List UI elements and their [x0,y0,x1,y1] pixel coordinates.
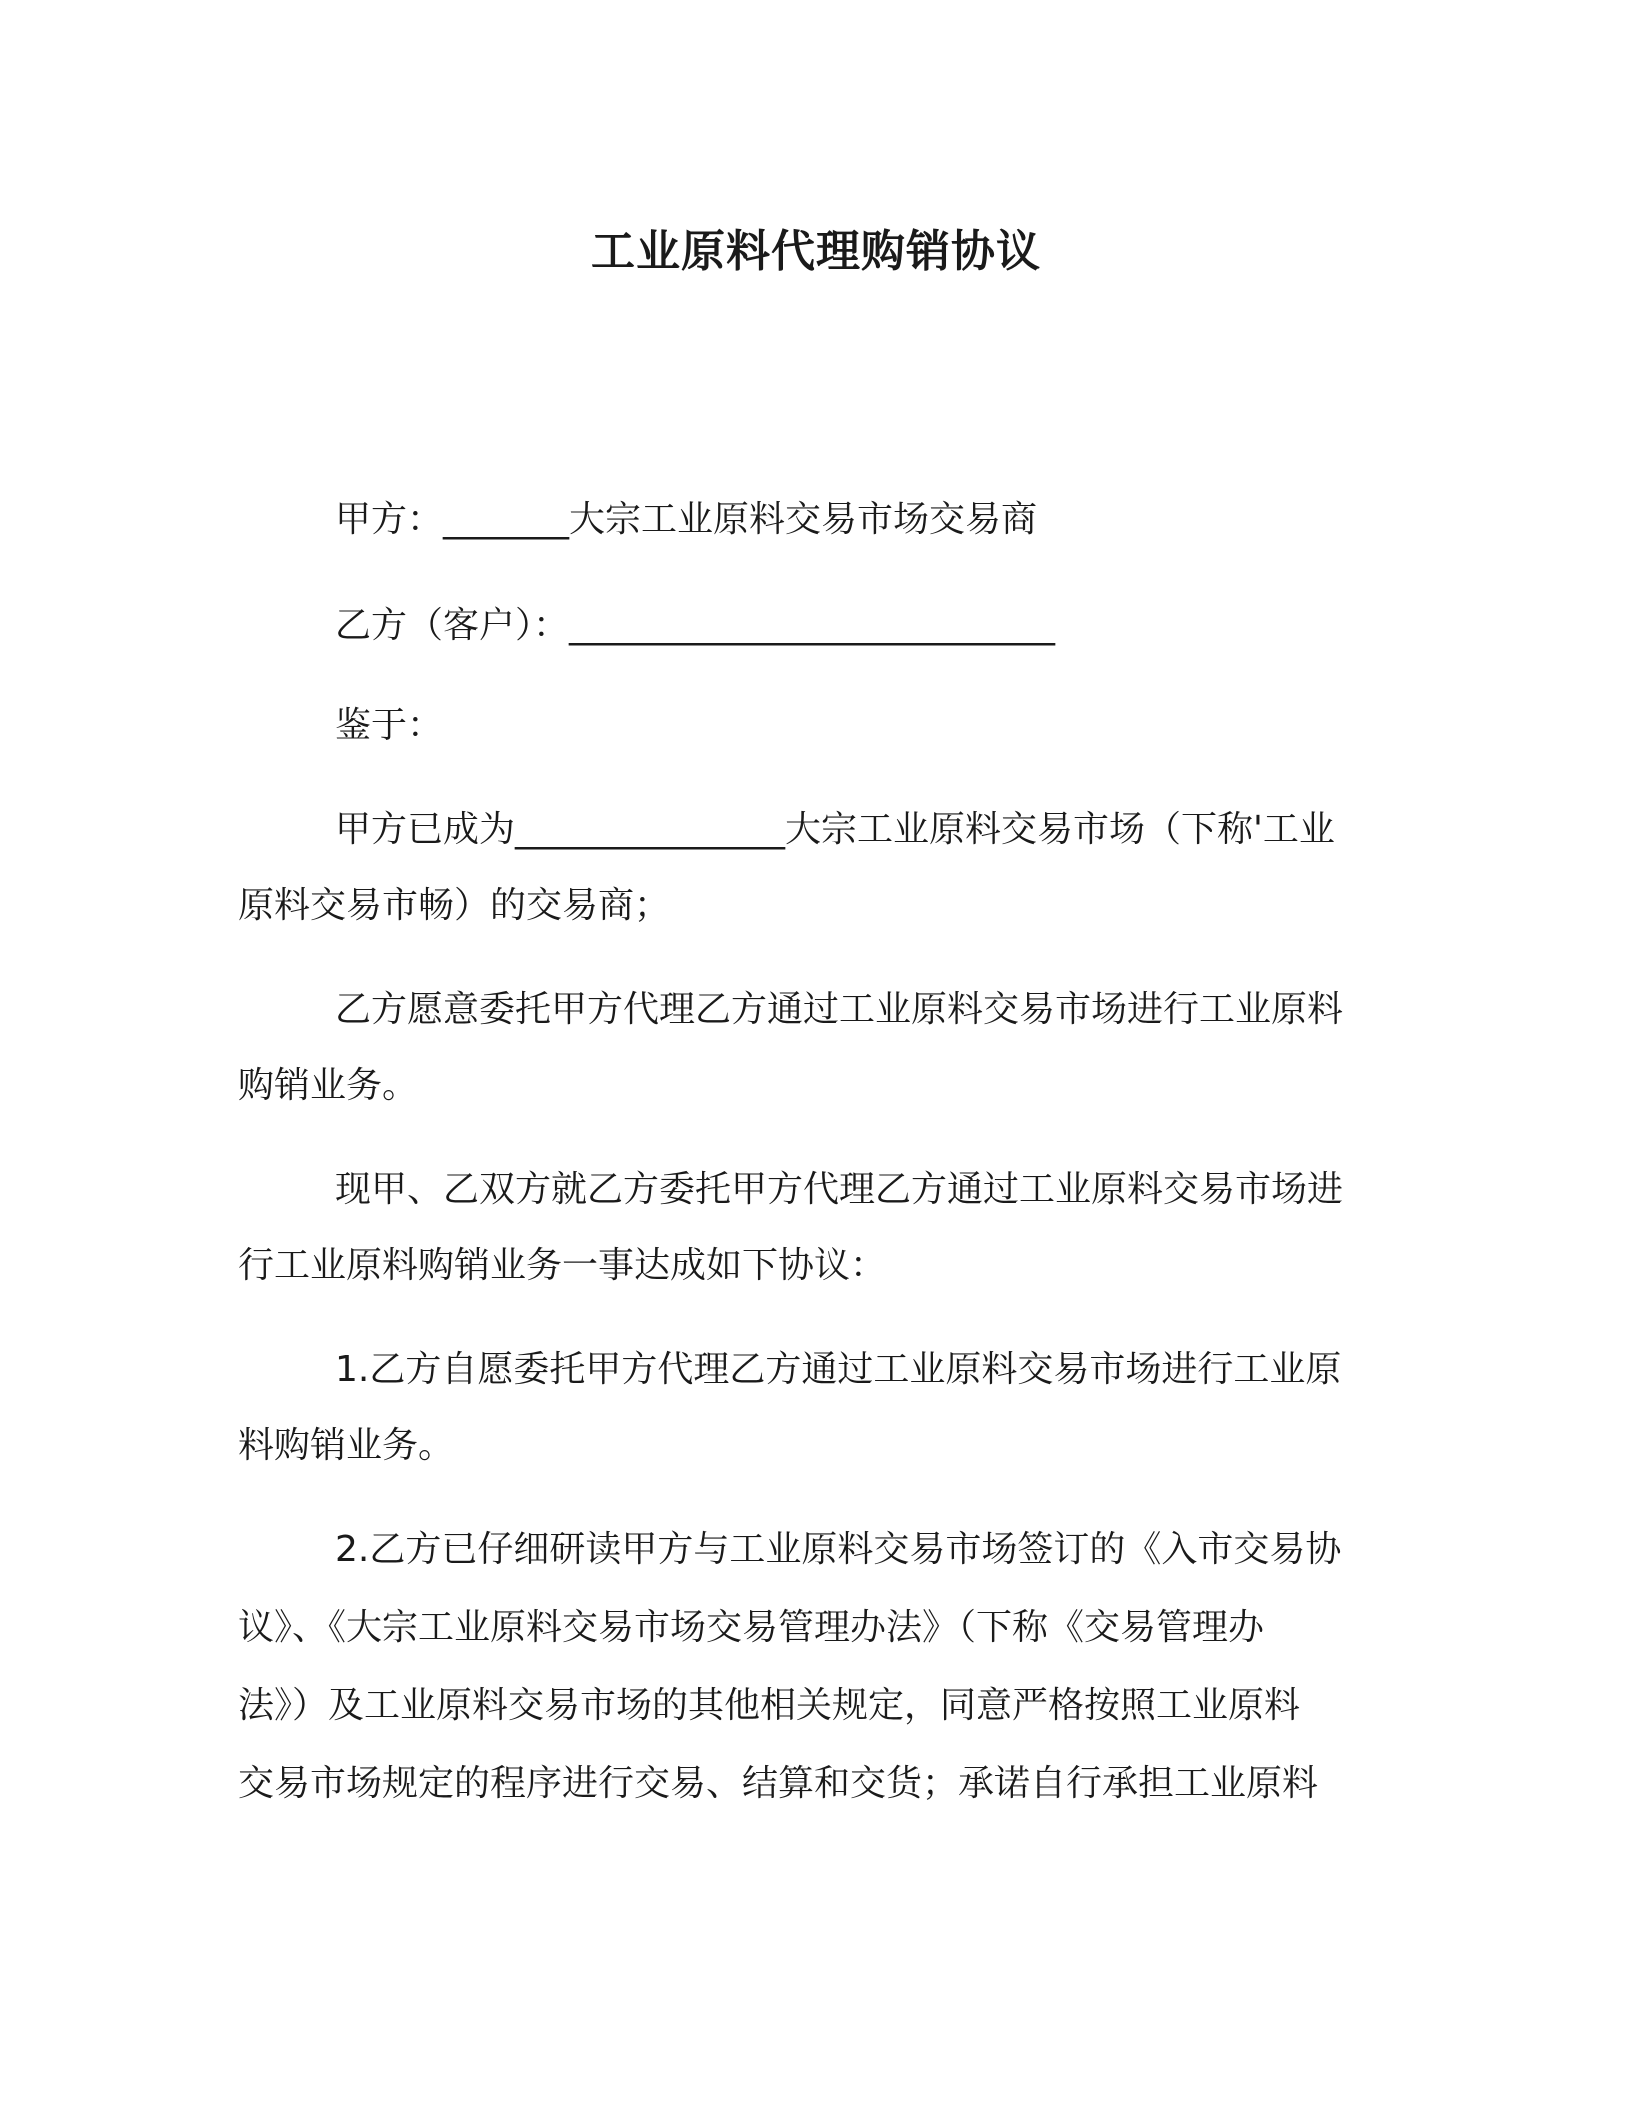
paragraph-line: 现甲、乙双方就乙方委托甲方代理乙方通过工业原料交易市场进 [335,1169,1344,1210]
whereas-heading: 鉴于： [335,705,444,746]
party-a-line: 甲方：_______大宗工业原料交易市场交易商 [335,499,1038,540]
paragraph-line: 原料交易市畅）的交易商； [238,885,671,926]
party-b-line: 乙方（客户）：___________________________ [335,605,1056,646]
clause-line: 2.乙方已仔细研读甲方与工业原料交易市场签订的《入市交易协 [335,1529,1342,1570]
clause-line: 法》）及工业原料交易市场的其他相关规定，同意严格按照工业原料 [238,1685,1301,1726]
clause-line: 1.乙方自愿委托甲方代理乙方通过工业原料交易市场进行工业原 [335,1349,1342,1390]
paragraph-line: 乙方愿意委托甲方代理乙方通过工业原料交易市场进行工业原料 [335,989,1344,1030]
paragraph-line: 甲方已成为_______________大宗工业原料交易市场（下称'工业 [335,809,1335,850]
clause-line: 议》、《大宗工业原料交易市场交易管理办法》（下称《交易管理办 [238,1607,1265,1648]
clause-line: 交易市场规定的程序进行交易、结算和交货；承诺自行承担工业原料 [238,1763,1319,1804]
document-title: 工业原料代理购销协议 [591,226,1041,277]
clause-line: 料购销业务。 [238,1425,455,1466]
paragraph-line: 行工业原料购销业务一事达成如下协议： [238,1245,887,1286]
paragraph-line: 购销业务。 [238,1065,419,1106]
